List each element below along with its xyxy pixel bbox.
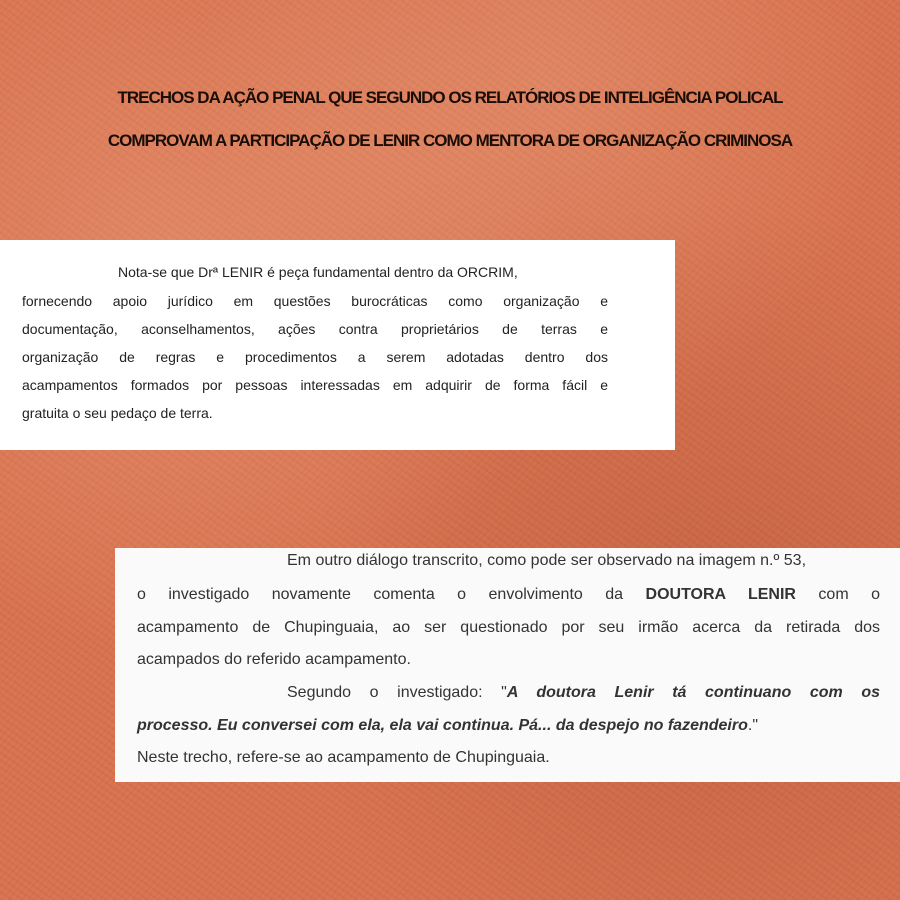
- excerpt-line: [287, 684, 880, 702]
- text: Segundo o investigado: ": [287, 684, 507, 701]
- excerpt-line: acampamento de Chupinguaia, ao ser questionado por seu irmão acerca da retirada dos: [137, 619, 880, 636]
- text: .": [747, 717, 758, 734]
- document-excerpt-1: [0, 240, 675, 450]
- excerpt-line: Nota-se que Drª LENIR é peça fundamental dentro da ORCRIM,: [118, 264, 518, 280]
- quote: A doutora Lenir tá continuano com os: [506, 684, 880, 701]
- excerpt-line: Neste trecho, refere-se ao acampamento de Chupinguaia.: [137, 749, 550, 766]
- highlight-name: DOUTORA LENIR: [645, 586, 796, 603]
- headline-line-2: COMPROVAM A PARTICIPAÇÃO DE LENIR COMO MENTORA DE ORGANIZAÇÃO CRIMINOSA: [107, 131, 793, 150]
- excerpt-line: acampados do referido acampamento.: [137, 651, 411, 668]
- document-excerpt-2: [115, 548, 900, 782]
- excerpt-line: [137, 586, 880, 604]
- excerpt-line: gratuita o seu pedaço de terra.: [22, 405, 213, 421]
- excerpt-line: organização de regras e procedimentos a serem adotadas dentro dos: [22, 349, 608, 365]
- excerpt-line: [137, 717, 880, 735]
- excerpt-line: documentação, aconselhamentos, ações contra proprietários de terras e: [22, 321, 608, 337]
- headline: [20, 76, 880, 162]
- excerpt-line: Em outro diálogo transcrito, como pode ser observado na imagem n.º 53,: [287, 552, 807, 569]
- excerpt-line: acampamentos formados por pessoas interessadas em adquirir de forma fácil e: [22, 377, 608, 393]
- quote: processo. Eu conversei com ela, ela vai continua. Pá... da despejo no fazendeiro: [137, 717, 748, 734]
- text: com o: [795, 586, 880, 603]
- text: o investigado novamente comenta o envolvimento da: [137, 586, 646, 603]
- excerpt-line: fornecendo apoio jurídico em questões burocráticas como organização e: [22, 293, 608, 309]
- headline-line-1: TRECHOS DA AÇÃO PENAL QUE SEGUNDO OS RELATÓRIOS DE INTELIGÊNCIA POLICAL: [117, 88, 783, 107]
